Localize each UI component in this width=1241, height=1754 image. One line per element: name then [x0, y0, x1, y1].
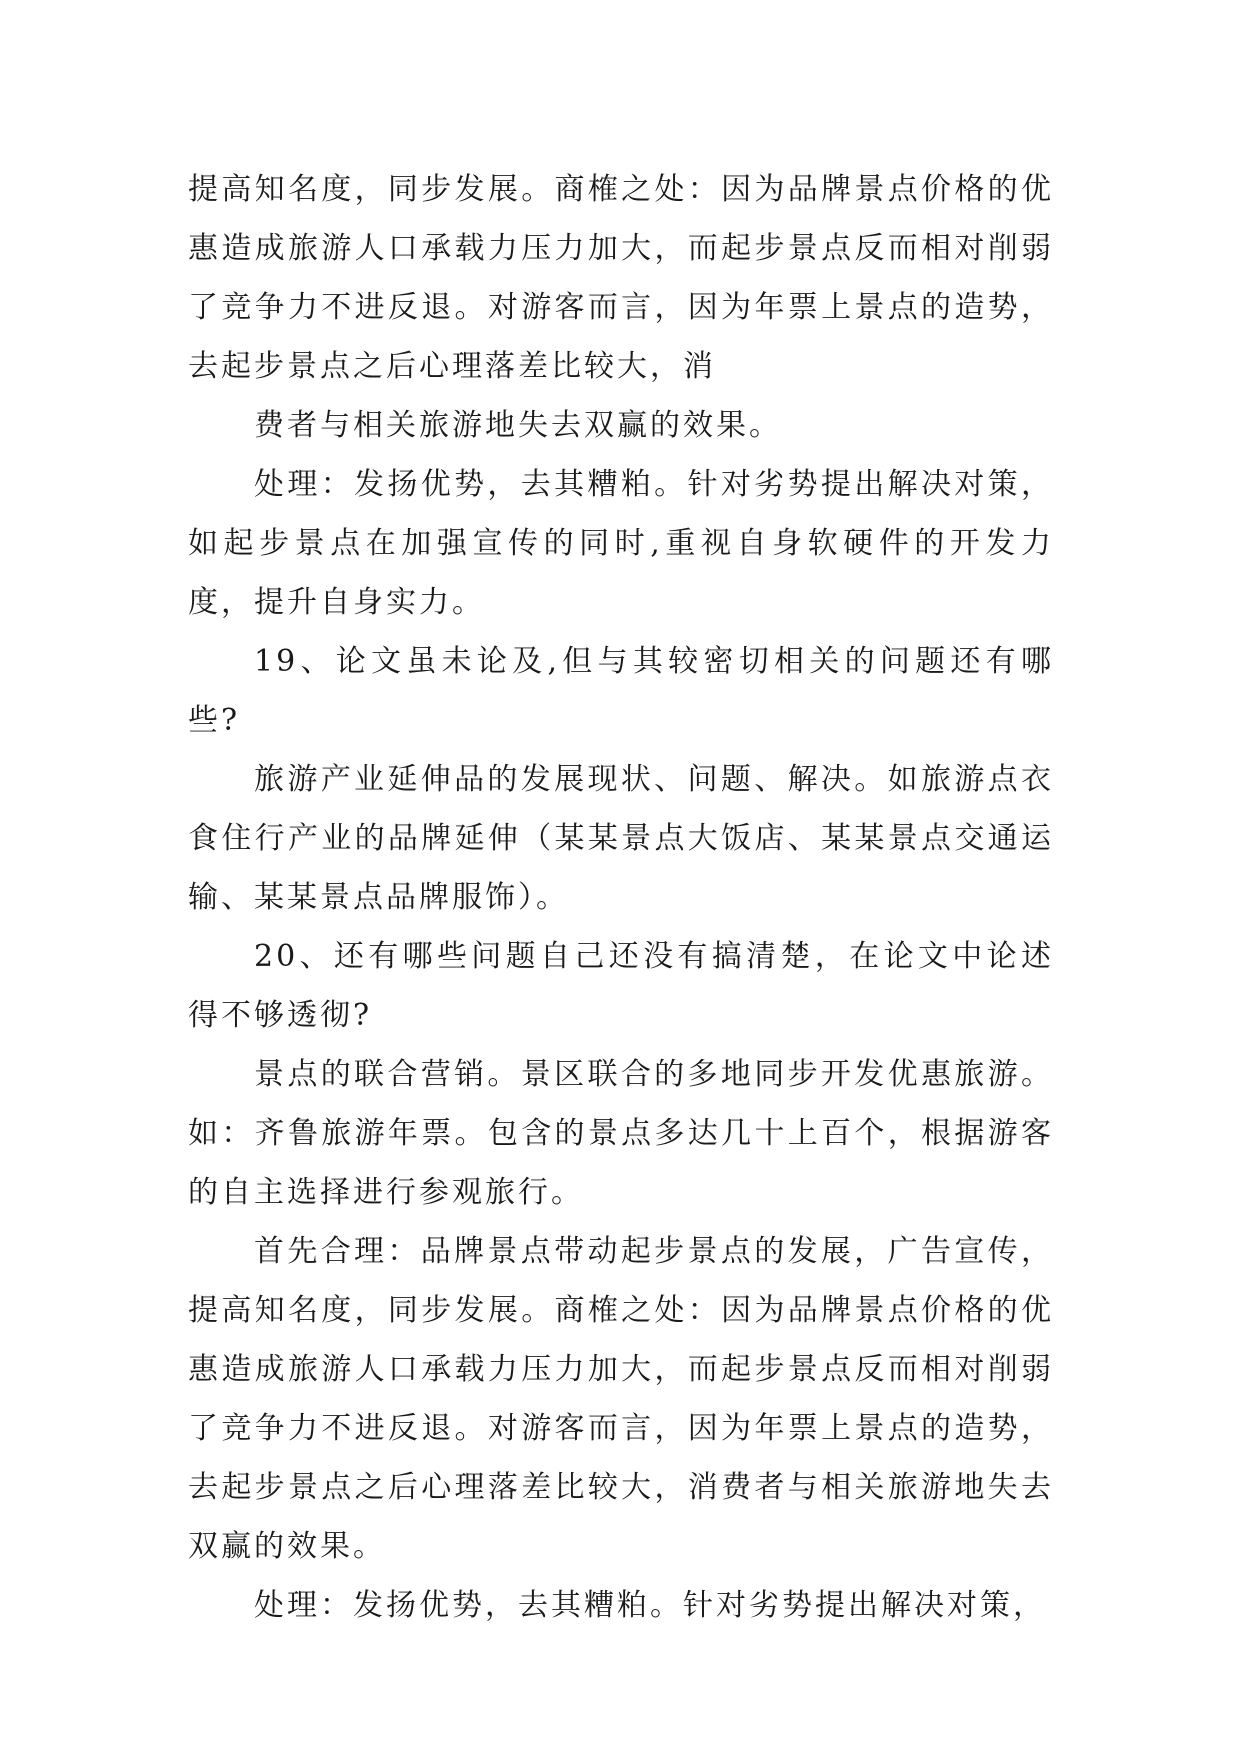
- paragraph-9: 处理：发扬优势，去其糟粕。针对劣势提出解决对策，: [254, 1588, 1046, 1623]
- paragraph-8: 首先合理：品牌景点带动起步景点的发展，广告宣传，提高知名度，同步发展。商榷之处：因为品牌景点价格的优惠造成旅游人口承载力压力加大，而起步景点反而相对削弱了竞争力不进反退。对游客而言，因为年票上景点的造势，去起步景点之后心理落差比较大，消费者与相关旅游地失去双赢的效果。: [188, 1234, 1054, 1564]
- question-19: 19、论文虽未论及,但与其较密切相关的问题还有哪些?: [188, 644, 1054, 738]
- paragraph-1: 提高知名度，同步发展。商榷之处：因为品牌景点价格的优惠造成旅游人口承载力压力加大，而起步景点反而相对削弱了竞争力不进反退。对游客而言，因为年票上景点的造势，去起步景点之后心理落差比较大，消: [188, 172, 1054, 384]
- paragraph-2: 费者与相关旅游地失去双赢的效果。: [254, 408, 782, 443]
- document-body: [188, 160, 1054, 1635]
- paragraph-7: 景点的联合营销。景区联合的多地同步开发优惠旅游。如：齐鲁旅游年票。包含的景点多达几十上百个，根据游客的自主选择进行参观旅行。: [188, 1057, 1054, 1210]
- question-20: 20、还有哪些问题自己还没有搞清楚，在论文中论述得不够透彻?: [188, 939, 1054, 1033]
- paragraph-5: 旅游产业延伸品的发展现状、问题、解决。如旅游点衣食住行产业的品牌延伸（某某景点大饭店、某某景点交通运输、某某景点品牌服饰）。: [188, 762, 1054, 915]
- paragraph-3: 处理：发扬优势，去其糟粕。针对劣势提出解决对策，如起步景点在加强宣传的同时,重视自身软硬件的开发力度，提升自身实力。: [188, 467, 1054, 620]
